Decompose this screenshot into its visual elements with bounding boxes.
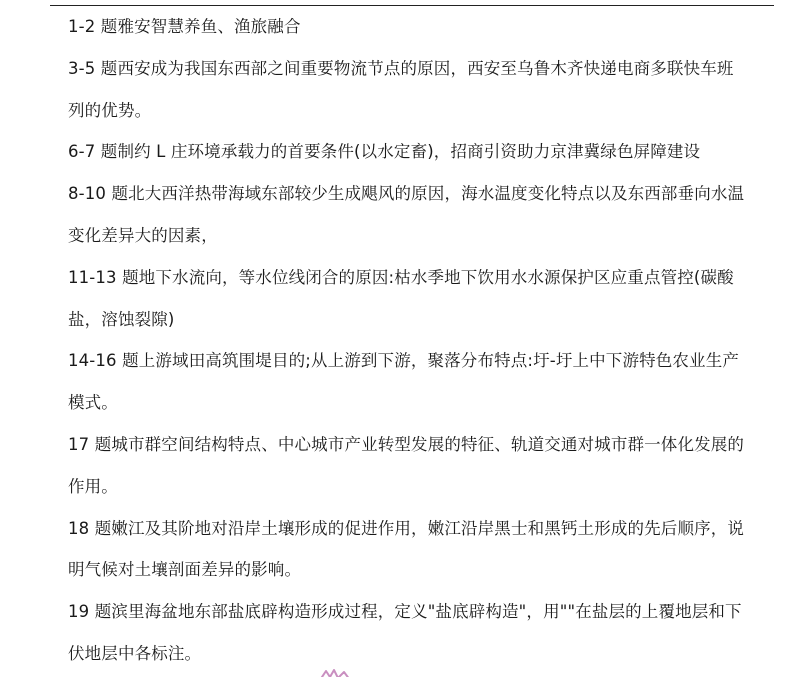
paragraph-q17: 17 题城市群空间结构特点、中心城市产业转型发展的特征、轨道交通对城市群一体化发展的作用。 — [68, 434, 745, 496]
paragraph-q14-16: 14-16 题上游域田高筑围堤目的;从上游到下游，聚落分布特点:圩-圩上中下游特色农业生产模式。 — [68, 351, 740, 413]
paragraph-q19: 19 题滨里海盆地东部盐底辟构造形成过程，定义"盐底辟构造"，用""在盐层的上覆地层和下伏地层中各标注。 — [68, 602, 742, 663]
paragraph-q6-7: 6-7 题制约 L 庄环境承载力的首要条件(以水定畜)，招商引资助力京津冀绿色屏障建设 — [68, 142, 701, 162]
paragraph-q11-13: 11-13 题地下水流向，等水位线闭合的原因:枯水季地下饮用水水源保护区应重点管控(碳酸盐，溶蚀裂隙) — [68, 267, 734, 329]
paragraph-q8-10: 8-10 题北大西洋热带海域东部较少生成飓风的原因，海水温度变化特点以及东西部垂向水温变化差异大的因素， — [68, 184, 745, 245]
paragraph-q18: 18 题嫩江及其阶地对沿岸土壤形成的促进作用，嫩江沿岸黑士和黑钙土形成的先后顺序，说明气候对土壤剖面差异的影响。 — [68, 518, 745, 580]
paragraph-q1-2: 1-2 题雅安智慧养鱼、渔旅融合 — [68, 17, 301, 36]
watermark-logo-icon — [318, 668, 352, 677]
watermark-logo-graphic — [318, 668, 352, 677]
watermark-stroke — [320, 670, 350, 677]
paragraph-q3-5: 3-5 题西安成为我国东西部之间重要物流节点的原因，西安至乌鲁木齐快递电商多联快车班列的优势。 — [68, 58, 734, 120]
document-body — [68, 6, 748, 675]
